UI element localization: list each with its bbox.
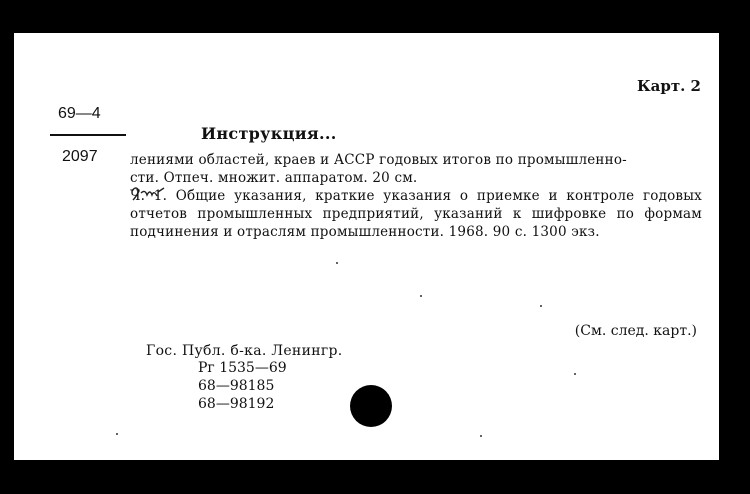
- registration-code: 68—98192: [198, 396, 275, 412]
- registration-code: Рг 1535—69: [198, 360, 287, 376]
- description-line-2: сти. Отпеч. множит. аппаратом. 20 см.: [130, 170, 418, 186]
- card-number: Карт. 2: [636, 77, 701, 95]
- shelfmark-bottom: 2097: [62, 148, 98, 165]
- ink-blot: [350, 385, 392, 427]
- card-title: Инструкция...: [201, 124, 337, 143]
- speck: [116, 433, 118, 435]
- shelfmark-top: 69—4: [58, 105, 101, 122]
- library-stamp-text: Гос. Публ. б-ка. Ленингр.: [146, 343, 343, 359]
- speck: [336, 262, 338, 264]
- see-next-card-note: (См. след. карт.): [574, 323, 697, 339]
- catalog-card: [14, 33, 719, 460]
- speck: [574, 373, 576, 375]
- volume-description: Ч. 1. Общие указания, краткие указания о приемке и контроле годовых отчетов промышленных предприятий, указаний к шифровке по формам подчинения и отраслям промышленности. 1968. 90 с. 1300 экз.: [130, 188, 702, 240]
- registration-code: 68—98185: [198, 378, 275, 394]
- shelfmark-divider: [50, 134, 126, 136]
- speck: [480, 435, 482, 437]
- registration-codes: [198, 359, 287, 413]
- description-line-1: лениями областей, краев и АССР годовых итогов по промышленно-: [130, 152, 627, 168]
- speck: [540, 305, 542, 307]
- speck: [420, 295, 422, 297]
